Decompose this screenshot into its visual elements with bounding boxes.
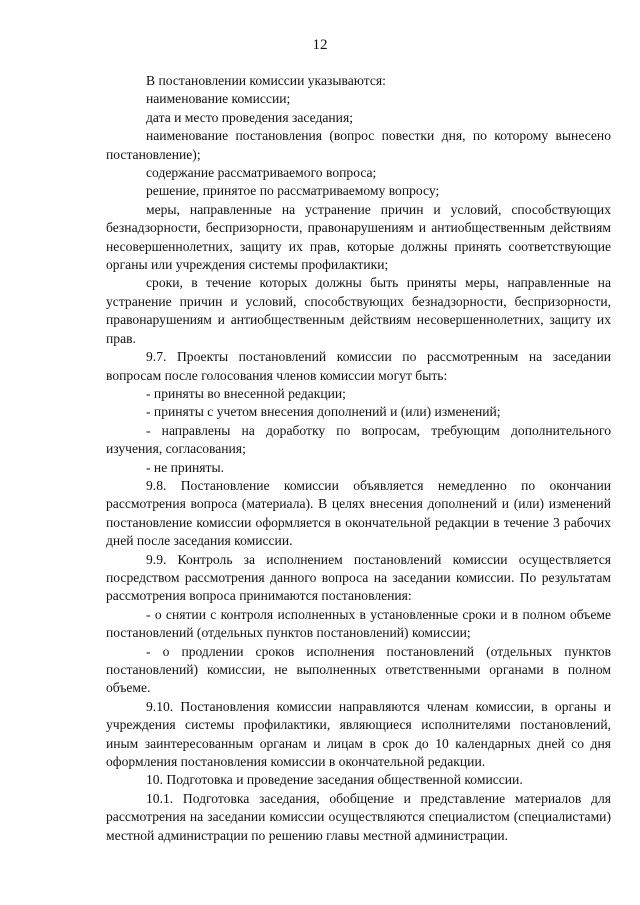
list-item-accepted-as-is: - приняты во внесенной редакции; [146,385,346,401]
paragraph-resolution-contents-intro: В постановлении комиссии указываются: [146,73,386,88]
list-item-sent-for-revision: - направлены на доработку по вопросам, требующим дополнительного изучения, согласования; [106,422,611,457]
paragraph-decision: решение, принятое по рассматриваемому вопросу; [146,183,440,199]
paragraph-9-7: 9.7. Проекты постановлений комиссии по рассмотренным на заседании вопросам после голосования членов комиссии могут быть: [106,349,611,383]
page-number: 12 [312,37,328,53]
paragraph-9-8: 9.8. Постановление комиссии объявляется немедленно по окончании рассмотрения вопроса (материала). В целях внесения дополнений и (или) изменений постановление комиссии оформляется в окончательной редакции в течение 3 рабочих дней после заседания комиссии. [106,477,611,549]
list-item-not-accepted: - не приняты. [146,459,224,475]
paragraph-commission-name: наименование комиссии; [146,91,291,107]
list-item-removal-from-control: - о снятии с контроля исполненных в установленные сроки и в полном объеме постановлений (отдельных пунктов постановлений) комиссии; [106,606,611,641]
list-item-deadline-extension: - о продлении сроков исполнения постановлений (отдельных пунктов постановлений) комиссии, не выполненных ответственными органами в полном объеме. [106,643,611,696]
list-item-accepted-with-changes: - приняты с учетом внесения дополнений и (или) изменений; [146,404,501,420]
document-body [106,72,611,845]
section-heading-10: 10. Подготовка и проведение заседания общественной комиссии. [146,772,523,788]
paragraph-resolution-title: наименование постановления (вопрос повестки дня, по которому вынесено постановление); [106,128,611,162]
paragraph-meeting-date-place: дата и место проведения заседания; [146,109,353,125]
paragraph-measures: меры, направленные на устранение причин и условий, способствующих безнадзорности, беспризорности, правонарушениям и антиобщественным действиям несовершеннолетних, защиту их прав, которые должны принять соответствующие органы или учреждения системы профилактики; [106,201,611,273]
paragraph-deadlines: сроки, в течение которых должны быть приняты меры, направленные на устранение причин и условий, способствующих безнадзорности, беспризорности, правонарушениям и антиобщественным действиям несовершеннолетних, защиту их прав. [106,275,611,346]
paragraph-9-10: 9.10. Постановления комиссии направляются членам комиссии, в органы и учреждения системы профилактики, являющиеся исполнителями постановлений, иным заинтересованным органам и лицам в срок до 10 календарных дней со дня оформления постановления комиссии в окончательной редакции. [106,698,611,770]
paragraph-10-1: 10.1. Подготовка заседания, обобщение и представление материалов для рассмотрения на заседании комиссии осуществляются специалистом (специалистами) местной администрации по решению главы местной администрации. [106,790,611,843]
paragraph-question-content: содержание рассматриваемого вопроса; [146,165,377,181]
paragraph-9-9: 9.9. Контроль за исполнением постановлений комиссии осуществляется посредством рассмотрения данного вопроса на заседании комиссии. По результатам рассмотрения вопроса принимаются постановления: [106,551,611,604]
